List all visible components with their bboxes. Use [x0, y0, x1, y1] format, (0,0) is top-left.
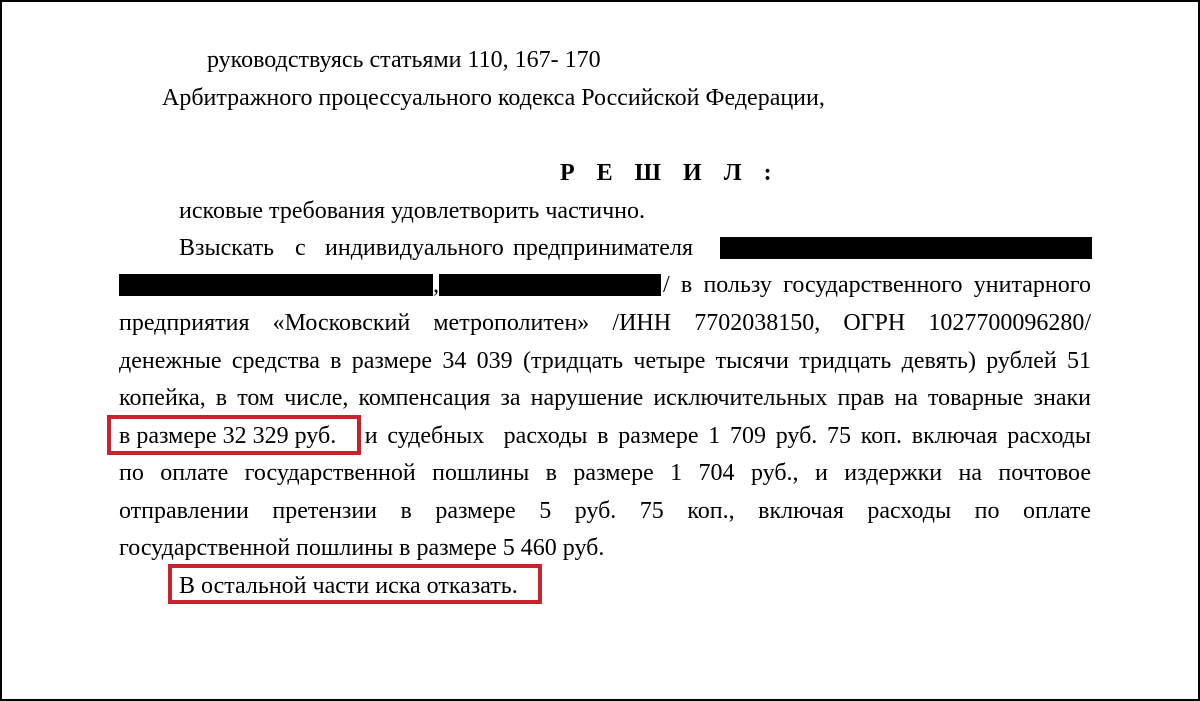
decision-line-3	[119, 267, 1091, 303]
decision-line-11: В остальной части иска отказать.	[179, 573, 518, 599]
redaction-name-part-2	[119, 274, 433, 296]
redaction-name-part-1	[720, 237, 1092, 259]
decision-line-9: отправлении претензии в размере 5 руб. 75 коп., включая расходы по оплате	[119, 498, 1091, 524]
decision-line-1: исковые требования удовлетворить частично.	[179, 198, 645, 224]
intro-line-1: руководствуясь статьями 110, 167- 170	[207, 47, 601, 73]
highlight-box-amount	[107, 415, 361, 455]
decision-line-6: копейка, в том числе, компенсация за нарушение исключительных прав на товарные знаки	[119, 385, 1091, 411]
decision-line-3-tail: / в пользу государственного унитарного	[663, 272, 1091, 298]
decision-line-10: государственной пошлины в размере 5 460 руб.	[119, 535, 605, 561]
word-vzyskat: Взыскать	[179, 235, 275, 261]
decision-line-5: денежные средства в размере 34 039 (тридцать четыре тысячи тридцать девять) рублей 51	[119, 348, 1091, 374]
redaction-name-part-3	[439, 274, 661, 296]
decision-line-7-rest: и судебных расходы в размере 1 709 руб. 75 коп. включая расходы	[355, 423, 1091, 449]
redaction-separator: ,	[433, 272, 439, 298]
decision-line-8: по оплате государственной пошлины в размере 1 704 руб., и издержки на почтовое	[119, 460, 1091, 486]
decision-line-4: предприятия «Московский метрополитен» /ИНН 7702038150, ОГРН 1027700096280/	[119, 310, 1091, 336]
word-s: с	[295, 235, 306, 261]
decision-heading: Р Е Ш И Л :	[560, 160, 780, 186]
highlighted-amount: в размере 32 329 руб.	[119, 423, 337, 449]
word-entrepreneur: предпринимателя	[513, 235, 693, 261]
intro-line-2: Арбитражного процессуального кодекса Российской Федерации,	[162, 85, 825, 111]
word-individual: индивидуального	[325, 235, 504, 261]
highlight-box-refusal	[168, 564, 542, 604]
decision-line-2	[179, 230, 1091, 266]
